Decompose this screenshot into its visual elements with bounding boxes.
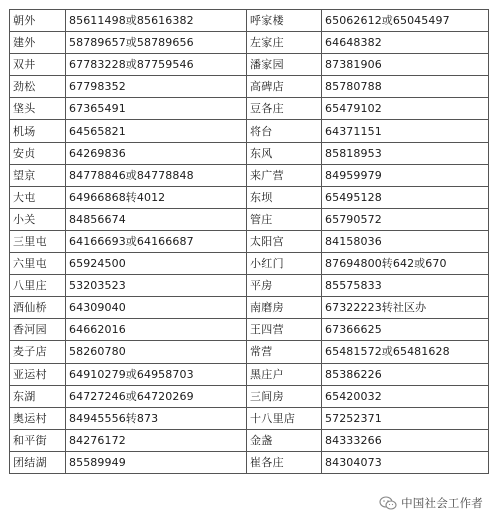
table-row (10, 319, 489, 341)
phone-number-cell: 65924500 (66, 253, 247, 275)
district-name-cell: 呼家楼 (247, 10, 322, 32)
phone-number-cell: 87694800转642或670 (322, 253, 489, 275)
phone-number-cell: 67783228或87759546 (66, 54, 247, 76)
contact-table (9, 9, 489, 474)
phone-number-cell: 65481572或65481628 (322, 341, 489, 363)
phone-number-cell: 57252371 (322, 407, 489, 429)
district-name-cell: 大屯 (10, 186, 66, 208)
district-name-cell: 管庄 (247, 208, 322, 230)
table-row (10, 54, 489, 76)
phone-number-cell: 85611498或85616382 (66, 10, 247, 32)
phone-number-cell: 64966868转4012 (66, 186, 247, 208)
phone-number-cell: 84333266 (322, 429, 489, 451)
district-name-cell: 黑庄户 (247, 363, 322, 385)
district-name-cell: 常营 (247, 341, 322, 363)
table-row (10, 32, 489, 54)
table-row (10, 208, 489, 230)
table-row (10, 120, 489, 142)
table-row (10, 10, 489, 32)
phone-number-cell: 84778846或84778848 (66, 164, 247, 186)
district-name-cell: 高碑店 (247, 76, 322, 98)
district-name-cell: 望京 (10, 164, 66, 186)
phone-number-cell: 85575833 (322, 275, 489, 297)
table-row (10, 341, 489, 363)
phone-number-cell: 64166693或64166687 (66, 230, 247, 252)
district-name-cell: 劲松 (10, 76, 66, 98)
district-name-cell: 平房 (247, 275, 322, 297)
phone-number-cell: 65062612或65045497 (322, 10, 489, 32)
phone-number-cell: 84158036 (322, 230, 489, 252)
district-name-cell: 左家庄 (247, 32, 322, 54)
phone-number-cell: 64648382 (322, 32, 489, 54)
phone-number-cell: 65790572 (322, 208, 489, 230)
phone-number-cell: 84945556转873 (66, 407, 247, 429)
phone-number-cell: 64662016 (66, 319, 247, 341)
phone-number-cell: 64910279或64958703 (66, 363, 247, 385)
district-name-cell: 太阳宫 (247, 230, 322, 252)
phone-number-cell: 67322223转社区办 (322, 297, 489, 319)
phone-number-cell: 67366625 (322, 319, 489, 341)
phone-number-cell: 64371151 (322, 120, 489, 142)
district-name-cell: 十八里店 (247, 407, 322, 429)
phone-number-cell: 85818953 (322, 142, 489, 164)
district-name-cell: 崔各庄 (247, 451, 322, 473)
table-row (10, 297, 489, 319)
watermark-text: 中国社会工作者 (401, 496, 483, 510)
phone-number-cell: 65495128 (322, 186, 489, 208)
phone-number-cell: 67798352 (66, 76, 247, 98)
district-name-cell: 将台 (247, 120, 322, 142)
district-name-cell: 潘家园 (247, 54, 322, 76)
district-name-cell: 亚运村 (10, 363, 66, 385)
district-name-cell: 垡头 (10, 98, 66, 120)
phone-number-cell: 84959979 (322, 164, 489, 186)
district-name-cell: 来广营 (247, 164, 322, 186)
district-name-cell: 机场 (10, 120, 66, 142)
district-name-cell: 八里庄 (10, 275, 66, 297)
table-row (10, 186, 489, 208)
district-name-cell: 三里屯 (10, 230, 66, 252)
district-name-cell: 双井 (10, 54, 66, 76)
phone-number-cell: 65479102 (322, 98, 489, 120)
phone-number-cell: 67365491 (66, 98, 247, 120)
phone-number-cell: 53203523 (66, 275, 247, 297)
watermark (377, 494, 485, 512)
table-row (10, 98, 489, 120)
table-row (10, 164, 489, 186)
district-name-cell: 香河园 (10, 319, 66, 341)
district-name-cell: 建外 (10, 32, 66, 54)
phone-number-cell: 58789657或58789656 (66, 32, 247, 54)
district-name-cell: 和平街 (10, 429, 66, 451)
district-name-cell: 小红门 (247, 253, 322, 275)
table-row (10, 253, 489, 275)
district-name-cell: 豆各庄 (247, 98, 322, 120)
table-row (10, 407, 489, 429)
phone-number-cell: 85589949 (66, 451, 247, 473)
phone-number-cell: 84856674 (66, 208, 247, 230)
district-name-cell: 三间房 (247, 385, 322, 407)
district-name-cell: 南磨房 (247, 297, 322, 319)
district-name-cell: 金盏 (247, 429, 322, 451)
district-name-cell: 东坝 (247, 186, 322, 208)
phone-number-cell: 85386226 (322, 363, 489, 385)
phone-number-cell: 64565821 (66, 120, 247, 142)
phone-number-cell: 65420032 (322, 385, 489, 407)
phone-number-cell: 84276172 (66, 429, 247, 451)
phone-number-cell: 87381906 (322, 54, 489, 76)
district-name-cell: 六里屯 (10, 253, 66, 275)
district-name-cell: 麦子店 (10, 341, 66, 363)
phone-number-cell: 84304073 (322, 451, 489, 473)
wechat-icon (379, 496, 397, 510)
table-row (10, 275, 489, 297)
table-row (10, 363, 489, 385)
table-row (10, 385, 489, 407)
phone-number-cell: 64727246或64720269 (66, 385, 247, 407)
table-row (10, 142, 489, 164)
phone-number-cell: 64269836 (66, 142, 247, 164)
table-row (10, 429, 489, 451)
district-name-cell: 朝外 (10, 10, 66, 32)
district-name-cell: 东风 (247, 142, 322, 164)
phone-number-cell: 64309040 (66, 297, 247, 319)
district-name-cell: 王四营 (247, 319, 322, 341)
phone-number-cell: 58260780 (66, 341, 247, 363)
table-row (10, 76, 489, 98)
district-name-cell: 小关 (10, 208, 66, 230)
table-row (10, 451, 489, 473)
contact-table-body (10, 10, 489, 474)
district-name-cell: 酒仙桥 (10, 297, 66, 319)
table-row (10, 230, 489, 252)
contact-table-container (9, 9, 488, 474)
district-name-cell: 安贞 (10, 142, 66, 164)
phone-number-cell: 85780788 (322, 76, 489, 98)
district-name-cell: 奥运村 (10, 407, 66, 429)
district-name-cell: 东湖 (10, 385, 66, 407)
district-name-cell: 团结湖 (10, 451, 66, 473)
